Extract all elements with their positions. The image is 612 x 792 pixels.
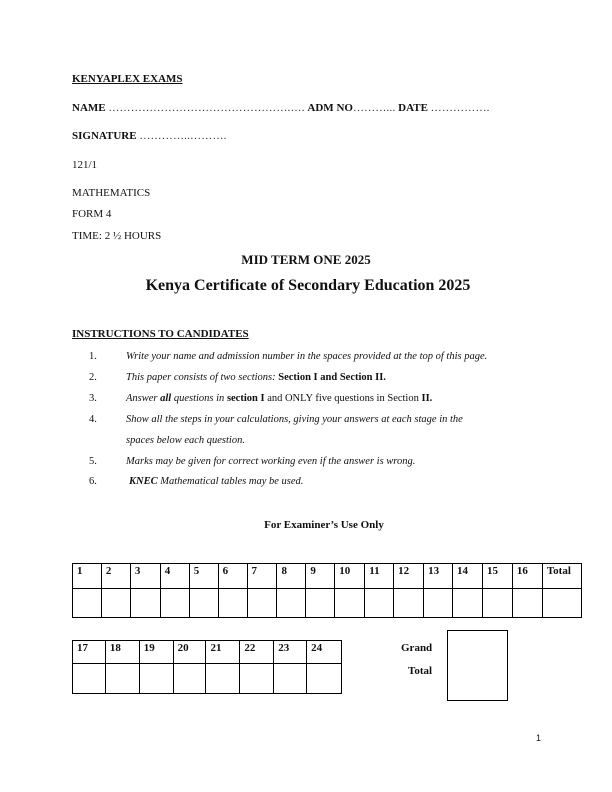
score-cell[interactable] bbox=[105, 664, 139, 694]
question-header: 13 bbox=[424, 564, 453, 589]
question-header: 9 bbox=[306, 564, 335, 589]
instruction-text bbox=[126, 372, 386, 383]
instructions-heading: INSTRUCTIONS TO CANDIDATES bbox=[72, 328, 249, 340]
question-header: 11 bbox=[365, 564, 394, 589]
question-header: 8 bbox=[277, 564, 306, 589]
name-line bbox=[72, 102, 490, 114]
score-cell[interactable] bbox=[335, 589, 365, 618]
examiner-table-1 bbox=[72, 563, 582, 618]
score-cell[interactable] bbox=[240, 664, 274, 694]
question-header: 4 bbox=[160, 564, 189, 589]
grand-total-box[interactable] bbox=[447, 630, 508, 701]
score-cell[interactable] bbox=[139, 664, 173, 694]
date-label: DATE bbox=[398, 102, 428, 114]
question-header: 20 bbox=[173, 641, 206, 664]
time-allowed: TIME: 2 ½ HOURS bbox=[72, 230, 162, 242]
instruction-text-part: Mathematical tables may be used. bbox=[157, 476, 304, 487]
table-header-row bbox=[73, 641, 342, 664]
question-header: 10 bbox=[335, 564, 365, 589]
instruction-text-part: This paper consists of two sections: bbox=[126, 372, 279, 383]
form-level: FORM 4 bbox=[72, 208, 112, 220]
question-header: 1 bbox=[73, 564, 102, 589]
score-cell[interactable] bbox=[206, 664, 240, 694]
instruction-text-continued: spaces below each question. bbox=[126, 435, 245, 446]
subject: MATHEMATICS bbox=[72, 187, 151, 199]
instruction-text-part: questions in bbox=[171, 393, 227, 404]
instruction-number: 6. bbox=[89, 476, 97, 487]
question-header: 18 bbox=[105, 641, 139, 664]
score-cell[interactable] bbox=[306, 589, 335, 618]
instruction-text-bold: Section I and Section II. bbox=[278, 372, 386, 383]
date-field[interactable]: ……………. bbox=[430, 102, 490, 114]
score-cell[interactable] bbox=[101, 589, 130, 618]
instruction-text-part: and ONLY five questions in Section bbox=[264, 393, 422, 404]
instruction-text-bold: all bbox=[160, 393, 172, 404]
grand-label: Grand bbox=[401, 642, 433, 654]
question-header: 5 bbox=[189, 564, 218, 589]
instruction-text-part: Answer bbox=[126, 393, 161, 404]
school-name: KENYAPLEX EXAMS bbox=[72, 73, 183, 85]
certificate-title: Kenya Certificate of Secondary Education 2025 bbox=[145, 277, 471, 294]
instruction-number: 2. bbox=[89, 372, 97, 383]
grand-total-label: Total bbox=[408, 665, 433, 677]
question-header: 3 bbox=[130, 564, 160, 589]
name-label: NAME bbox=[72, 102, 106, 114]
score-cell[interactable] bbox=[274, 664, 307, 694]
score-cell[interactable] bbox=[218, 589, 247, 618]
score-cell[interactable] bbox=[160, 589, 189, 618]
instruction-text-bold: section I bbox=[226, 393, 265, 404]
instruction-number: 4. bbox=[89, 414, 97, 425]
question-header: 17 bbox=[73, 641, 106, 664]
instruction-text bbox=[126, 393, 432, 404]
question-header: 19 bbox=[139, 641, 173, 664]
score-cell[interactable] bbox=[365, 589, 394, 618]
score-cell[interactable] bbox=[189, 589, 218, 618]
instruction-text-bold: KNEC bbox=[129, 476, 158, 487]
question-header: 22 bbox=[240, 641, 274, 664]
instruction-text bbox=[129, 476, 303, 487]
score-cell[interactable] bbox=[307, 664, 342, 694]
instruction-text: Show all the steps in your calculations, giving your answers at each stage in the bbox=[126, 414, 463, 425]
score-cell[interactable] bbox=[453, 589, 483, 618]
question-header: 2 bbox=[101, 564, 130, 589]
adm-label: ADM NO bbox=[307, 102, 353, 114]
score-cell[interactable] bbox=[130, 589, 160, 618]
paper-code: 121/1 bbox=[72, 159, 98, 171]
signature-line bbox=[72, 130, 227, 142]
question-header: 16 bbox=[512, 564, 542, 589]
question-header: 12 bbox=[394, 564, 424, 589]
instruction-text-bold: II. bbox=[421, 393, 433, 404]
examiner-table-2 bbox=[72, 640, 342, 694]
score-row bbox=[73, 664, 342, 694]
score-cell[interactable] bbox=[424, 589, 453, 618]
score-cell[interactable] bbox=[482, 589, 512, 618]
question-header: 14 bbox=[453, 564, 483, 589]
instruction-number: 5. bbox=[89, 456, 97, 467]
signature-label: SIGNATURE bbox=[72, 130, 137, 142]
question-header: 23 bbox=[274, 641, 307, 664]
total-header: Total bbox=[542, 564, 581, 589]
instruction-text: Write your name and admission number in the spaces provided at the top of this page. bbox=[126, 351, 488, 362]
score-cell[interactable] bbox=[73, 664, 106, 694]
exam-title: MID TERM ONE 2025 bbox=[241, 252, 371, 267]
table-header-row bbox=[73, 564, 582, 589]
question-header: 24 bbox=[307, 641, 342, 664]
examiner-heading: For Examiner’s Use Only bbox=[264, 519, 384, 531]
total-cell[interactable] bbox=[542, 589, 581, 618]
score-cell[interactable] bbox=[277, 589, 306, 618]
adm-field[interactable]: ………... bbox=[352, 102, 396, 114]
score-cell[interactable] bbox=[512, 589, 542, 618]
page-number: 1 bbox=[536, 733, 542, 743]
score-cell[interactable] bbox=[173, 664, 206, 694]
score-cell[interactable] bbox=[73, 589, 102, 618]
question-header: 6 bbox=[218, 564, 247, 589]
score-cell[interactable] bbox=[247, 589, 277, 618]
instruction-number: 1. bbox=[89, 351, 97, 362]
question-header: 15 bbox=[482, 564, 512, 589]
instruction-number: 3. bbox=[89, 393, 97, 404]
question-header: 21 bbox=[206, 641, 240, 664]
name-field[interactable]: ………………………………………….…. bbox=[108, 102, 305, 114]
score-cell[interactable] bbox=[394, 589, 424, 618]
signature-field[interactable]: …………..………. bbox=[139, 130, 227, 142]
score-row bbox=[73, 589, 582, 618]
question-header: 7 bbox=[247, 564, 277, 589]
instruction-text: Marks may be given for correct working even if the answer is wrong. bbox=[126, 456, 416, 467]
